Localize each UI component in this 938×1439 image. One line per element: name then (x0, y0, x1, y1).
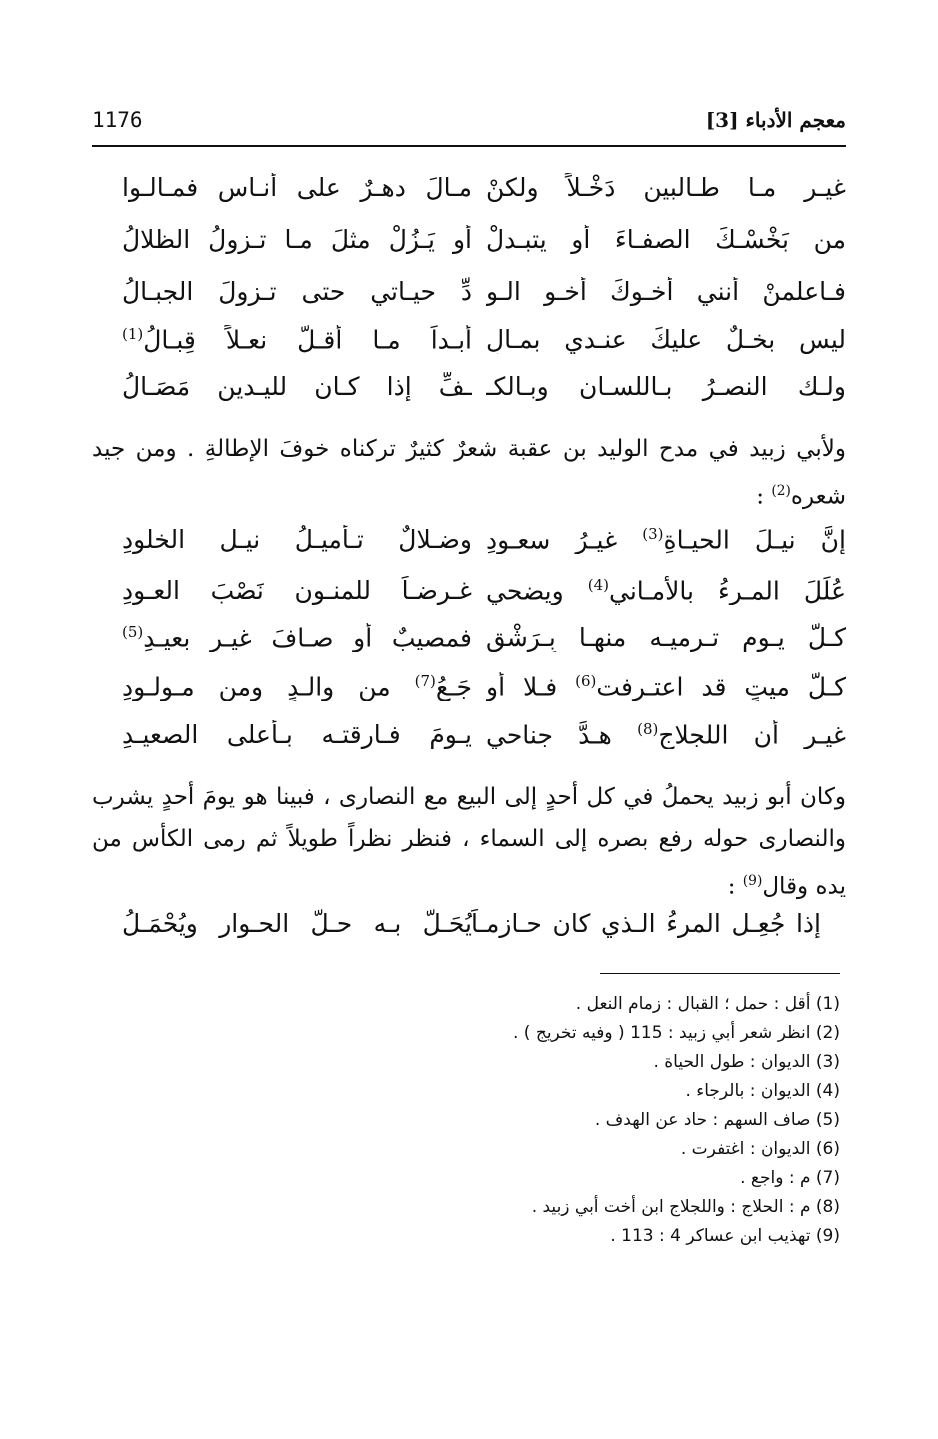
verse-first-hemistich: إذا جُعِـل المرءُ الـذي كان حـازمـاً (471, 909, 821, 938)
hemistich-text: جَـعُ (435, 672, 472, 702)
verse-second-hemistich: وضـلالٌ تـأميـلُ نيـلِ الخلودِ (122, 525, 472, 554)
hemistich-text: كـلَّ ميتٍ قد اعتـرفت (596, 672, 846, 702)
verse-line (92, 525, 846, 571)
verse-first-hemistich: فـاعلمنْ أنني أخـوكَ أخـو الـو (486, 277, 846, 306)
paragraph-text: وكان أبو زبيد يحملُ في كل أحدٍ إلى البيع مع النصارى ، فبينا هو يومَ أحدٍ يشرب والنصارى حوله رفع بصره إلى السماء ، فنظر نظراً طويلاً ثم رمى الكأس من يده وقال (92, 784, 846, 900)
verse-line (92, 173, 846, 219)
verse-second-hemistich: ـفِّ إذا كـان لليـدين مَصَـالُ (122, 372, 472, 401)
verse-second-hemistich: يـومَ فـارقتـه بـأعلى الصعيـدِ (122, 720, 472, 749)
footnote-ref: (5) (122, 623, 144, 641)
paragraph-tail: : (756, 483, 772, 510)
footnote-ref: (3) (642, 525, 664, 543)
verse-second-hemistich (122, 325, 472, 354)
paragraph-tail: : (727, 873, 743, 900)
footnote-ref: (8) (637, 720, 659, 738)
footnote-ref: (7) (414, 672, 436, 690)
footnote-ref: (6) (575, 672, 597, 690)
verse-line (92, 576, 846, 622)
footnote: (1) أقل : حمل ؛ القبال : زمام النعل . (575, 994, 840, 1014)
hemistich-rest: هـدَّ جناحي (486, 720, 638, 750)
hemistich-text: عُلِّلَ المـرءُ بالأمـاني (608, 576, 846, 606)
verse-second-hemistich: غـرضـاً للمنـون نَصْبَ العـودِ (122, 576, 472, 605)
hemistich-rest: من والـدٍ ومن مـولـودِ (122, 672, 415, 702)
verse-line (92, 372, 846, 418)
footnote-ref: (4) (587, 576, 609, 594)
verse-first-hemistich: من بَخْسْـكَ الصفـاءَ أو يتبـدلْ (486, 225, 846, 254)
footnotes-list (513, 990, 840, 1251)
hemistich-text: فمصيبٌ أو صـافَ غيـر بعيـدِ (143, 623, 472, 653)
hemistich-text: أبـداً مـا أقـلَّ نعـلاً قِبـالُ (143, 325, 472, 355)
footnote: (9) تهذيب ابن عساكر 4 : 113 . (610, 1226, 840, 1246)
footnote: (5) صاف السهم : حاد عن الهدف . (594, 1110, 840, 1130)
verse-second-hemistich: دِّ حيـاتي حتى تـزولَ الجبـالُ (122, 277, 472, 306)
footnote-rule (600, 973, 840, 974)
verse-first-hemistich (486, 720, 846, 749)
prose-paragraph (92, 428, 846, 518)
verse-line (92, 623, 846, 669)
verse-line (92, 225, 846, 271)
footnote: (2) انظر شعر أبي زبيد : 115 ( وفيه تخريج ) . (513, 1023, 840, 1043)
verse-second-hemistich (122, 672, 472, 701)
verse-line (92, 277, 846, 323)
final-verse-line (92, 909, 846, 955)
footnote: (4) الديوان : بالرجاء . (685, 1081, 840, 1101)
verse-line (92, 720, 846, 766)
footnote: (7) م : واجع . (740, 1168, 840, 1188)
paragraph-text: ولأبي زبيد في مدح الوليد بن عقبة شعرٌ كثيرٌ تركناه خوفَ الإطالةِ . ومن جيد شعره (92, 436, 846, 510)
footnote-ref: (2) (771, 483, 791, 499)
footnote: (6) الديوان : اغتفرت . (680, 1139, 840, 1159)
prose-paragraph (92, 776, 846, 908)
footnote-ref: (9) (742, 873, 763, 889)
verse-first-hemistich: غيـر مـا طـالبين دَخْـلاً ولكنْ (486, 173, 846, 202)
verse-second-hemistich: يُحَـلُّ بـه حـلَّ الحـوارِ ويُحْمَـلُ (122, 909, 472, 938)
verse-first-hemistich: ولـك النصـرُ بـاللسـانِ وبـالكـ (486, 372, 846, 401)
book-title: معجم الأدباء [3] (705, 108, 846, 132)
page-number: 1176 (92, 108, 143, 132)
verse-line (92, 325, 846, 371)
verse-line (92, 672, 846, 718)
verse-first-hemistich (486, 576, 846, 605)
verse-second-hemistich: أو يَـزُلْ مثلَ مـا تـزولُ الظلالُ (122, 225, 472, 254)
verse-first-hemistich (486, 672, 846, 701)
verse-first-hemistich: ليس بخـلٌ عليكَ عنـدي بمـالٍ (486, 325, 846, 354)
footnote: (3) الديوان : طول الحياة . (653, 1052, 840, 1072)
verse-first-hemistich (486, 525, 846, 554)
verse-second-hemistich: مـالَ دهـرٌ على أنـاسٍ فمـالـوا (122, 173, 472, 202)
page-header (92, 108, 846, 142)
footnote: (8) م : الحلاج : واللجلاج ابن أخت أبي زبيد . (531, 1197, 840, 1217)
hemistich-text: غيـر أن اللجلاج (658, 720, 846, 750)
footnote-ref: (1) (122, 325, 144, 343)
header-rule (92, 145, 846, 147)
verse-first-hemistich: كـلَّ يـومٍ تـرميـه منهـا بِـرَشْقٍ (486, 623, 846, 652)
hemistich-rest: غيـرُ سعـودِ (486, 525, 643, 555)
verse-second-hemistich (122, 623, 472, 652)
hemistich-rest: فـلا أو (486, 672, 576, 702)
hemistich-text: إنَّ نيـلَ الحيـاةِ (663, 525, 846, 555)
hemistich-rest: ويضحي (486, 576, 588, 606)
